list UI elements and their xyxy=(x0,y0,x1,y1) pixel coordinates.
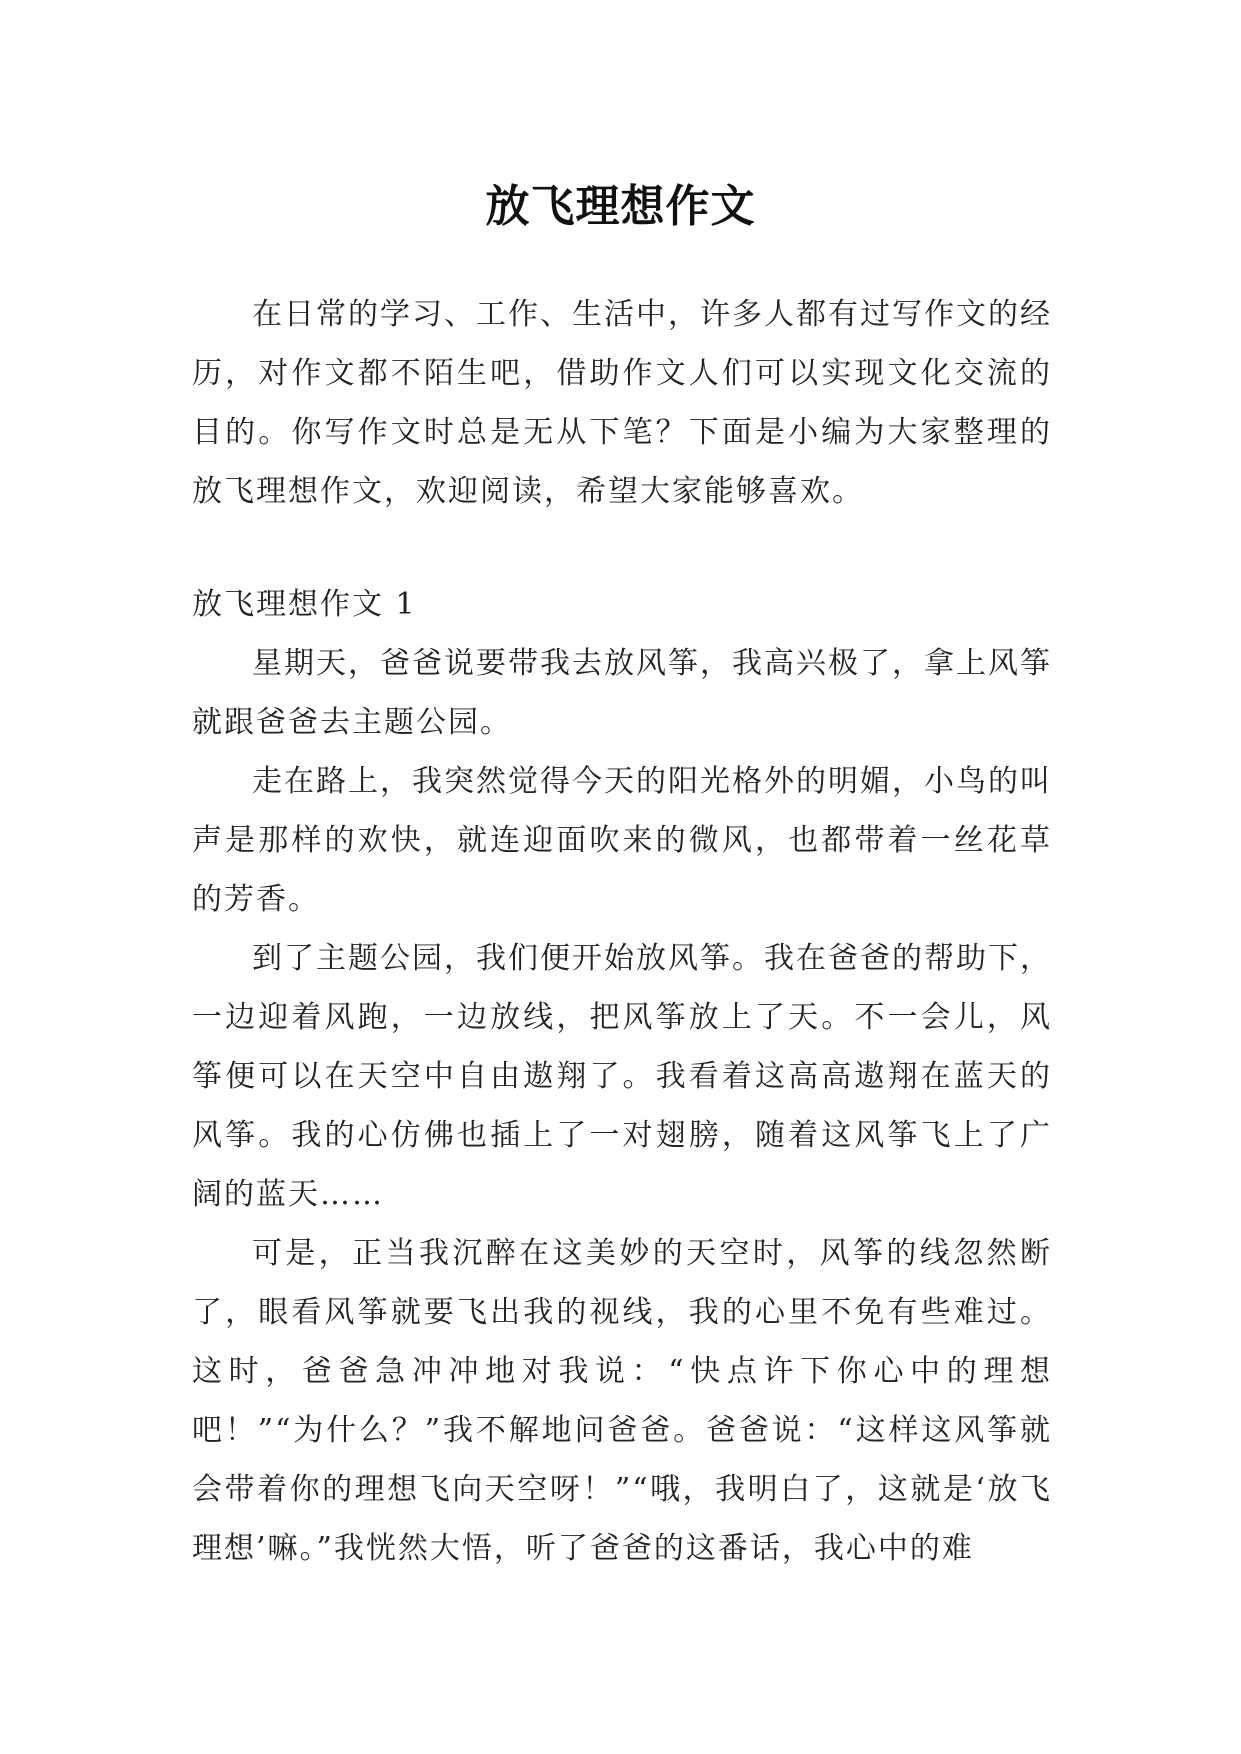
body-paragraph-1: 星期天，爸爸说要带我去放风筝，我高兴极了，拿上风筝就跟爸爸去主题公园。 xyxy=(192,646,1052,740)
section-heading: 放飞理想作文 1 xyxy=(192,587,417,622)
body-paragraph-2: 走在路上，我突然觉得今天的阳光格外的明媚，小鸟的叫声是那样的欢快，就连迎面吹来的微风，也都带着一丝花草的芳香。 xyxy=(192,764,1052,917)
document-body xyxy=(192,285,1052,1578)
intro-paragraph: 在日常的学习、工作、生活中，许多人都有过写作文的经历，对作文都不陌生吧，借助作文人们可以实现文化交流的目的。你写作文时总是无从下笔？下面是小编为大家整理的放飞理想作文，欢迎阅读，希望大家能够喜欢。 xyxy=(192,297,1052,509)
page-title: 放飞理想作文 xyxy=(485,181,756,233)
body-paragraph-3: 到了主题公园，我们便开始放风筝。我在爸爸的帮助下，一边迎着风跑，一边放线，把风筝放上了天。不一会儿，风筝便可以在天空中自由遨翔了。我看着这高高遨翔在蓝天的风筝。我的心仿佛也插上了一对翅膀，随着这风筝飞上了广阔的蓝天…… xyxy=(192,941,1052,1212)
body-paragraph-4: 可是，正当我沉醉在这美妙的天空时，风筝的线忽然断了，眼看风筝就要飞出我的视线，我的心里不免有些难过。这时，爸爸急冲冲地对我说：“快点许下你心中的理想吧！”“为什么？”我不解地问爸爸。爸爸说：“这样这风筝就会带着你的理想飞向天空呀！”“哦，我明白了，这就是‘放飞理想’嘛。”我恍然大悟，听了爸爸的这番话，我心中的难 xyxy=(192,1236,1052,1566)
